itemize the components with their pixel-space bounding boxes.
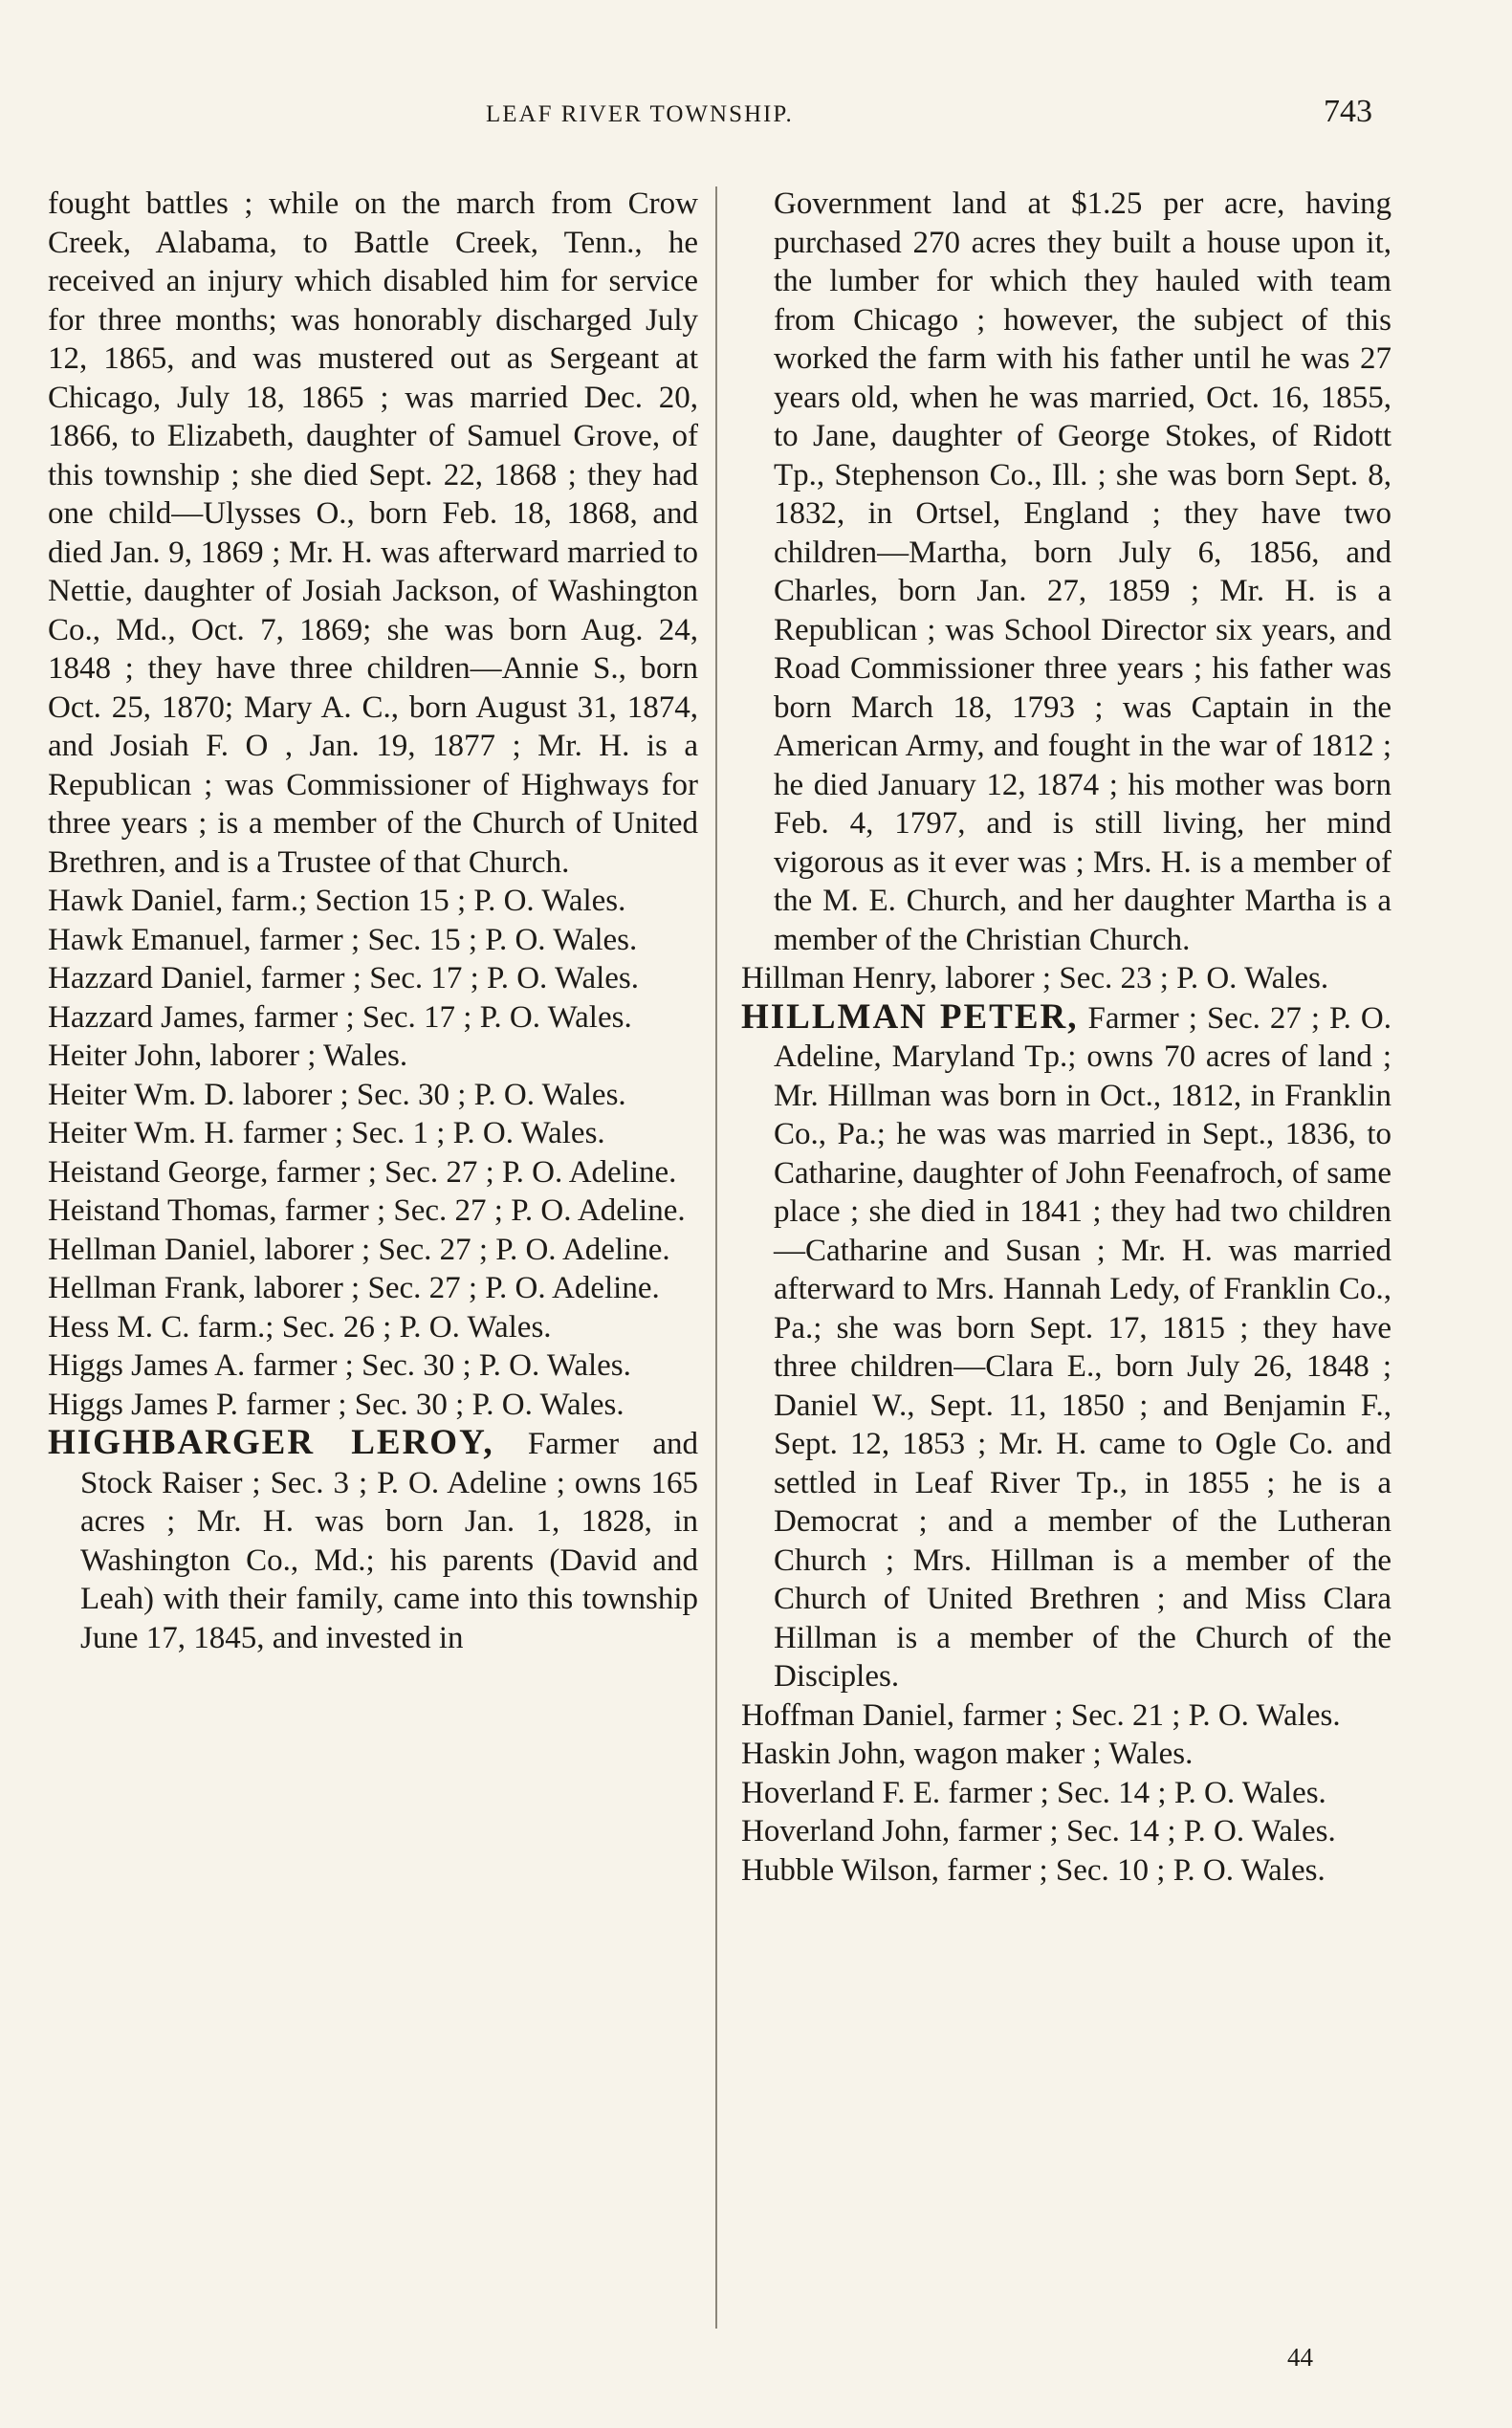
- directory-entry: Hoverland F. E. farmer ; Sec. 14 ; P. O. Wales.: [741, 1775, 1326, 1810]
- directory-entry: Hoffman Daniel, farmer ; Sec. 21 ; P. O. Wales.: [741, 1697, 1341, 1733]
- directory-entry: Higgs James P. farmer ; Sec. 30 ; P. O. Wales.: [48, 1387, 625, 1422]
- directory-entry: Hazzard Daniel, farmer ; Sec. 17 ; P. O. Wales.: [48, 961, 640, 995]
- directory-entry: Hillman Henry, laborer ; Sec. 23 ; P. O. Wales.: [741, 961, 1329, 995]
- feature-name: HIGHBARGER LEROY,: [48, 1423, 494, 1462]
- feature-entry-hillman: [741, 998, 1391, 1696]
- feature-text: Farmer and Stock Raiser ; Sec. 3 ; P. O. Adeline ; owns 165 acres ; Mr. H. was born Jan. 1, 1828, in Washington Co., Md.; his parents (David and Leah) with their family, came into this township June 17, 1845, and invested in: [80, 1427, 699, 1655]
- directory-entry: Hawk Emanuel, farmer ; Sec. 15 ; P. O. Wales.: [48, 922, 638, 957]
- directory-entry: Hubble Wilson, farmer ; Sec. 10 ; P. O. Wales.: [741, 1852, 1326, 1888]
- directory-entry: Hellman Daniel, laborer ; Sec. 27 ; P. O. Adeline.: [48, 1232, 670, 1267]
- directory-entry: Haskin John, wagon maker ; Wales.: [741, 1737, 1194, 1771]
- biography-continuation: fought battles ; while on the march from Crow Creek, Alabama, to Battle Creek, Tenn., he received an injury which disabled him for service for three months; was honorably discharged July 12, 1865, and was mustered out as Sergeant at Chicago, July 18, 1865 ; was married Dec. 20, 1866, to Elizabeth, daughter of Samuel Grove, of this township ; she died Sept. 22, 1868 ; they had one child—Ulysses O., born Feb. 18, 1868, and died Jan. 9, 1869 ; Mr. H. was afterward married to Nettie, daughter of Josiah Jackson, of Washington Co., Md., Oct. 7, 1869; she was born Aug. 24, 1848 ; they have three children—Annie S., born Oct. 25, 1870; Mary A. C., born August 31, 1874, and Josiah F. O , Jan. 19, 1877 ; Mr. H. is a Republican ; was Commissioner of Highways for three years ; is a member of the Church of United Brethren, and is a Trustee of that Church.: [48, 186, 698, 880]
- directory-entry: Heiter Wm. H. farmer ; Sec. 1 ; P. O. Wales.: [48, 1116, 605, 1150]
- feature-entry-highbarger: [48, 1424, 698, 1657]
- running-head: LEAF RIVER TOWNSHIP.: [486, 101, 794, 127]
- left-column: [48, 185, 698, 1657]
- signature-mark: 44: [1287, 2343, 1313, 2372]
- directory-entry: Hellman Frank, laborer ; Sec. 27 ; P. O. Adeline.: [48, 1271, 660, 1305]
- page-header: [0, 94, 1512, 142]
- biography-continuation: Government land at $1.25 per acre, having purchased 270 acres they built a house upon it, the lumber for which they hauled with team from Chicago ; however, the subject of this worked the farm with his father until he was 27 years old, when he was married, Oct. 16, 1855, to Jane, daughter of George Stokes, of Ridott Tp., Stephenson Co., Ill. ; she was born Sept. 8, 1832, in Ortsel, England ; they have two children—Martha, born July 6, 1856, and Charles, born Jan. 27, 1859 ; Mr. H. is a Republican ; was School Director six years, and Road Commissioner three years ; his father was born March 18, 1793 ; was Captain in the American Army, and fought in the war of 1812 ; he died January 12, 1874 ; his mother was born Feb. 4, 1797, and is still living, her mind vigorous as it ever was ; Mrs. H. is a member of the M. E. Church, and her daughter Martha is a member of the Christian Church.: [774, 186, 1391, 957]
- column-divider: [715, 186, 717, 2329]
- page-number: 743: [1324, 94, 1372, 129]
- feature-text: Farmer ; Sec. 27 ; P. O. Adeline, Maryland Tp.; owns 70 acres of land ; Mr. Hillman was born in Oct., 1812, in Franklin Co., Pa.; he was was married in Sept., 1836, to Catharine, daughter of John Feenafroch, of same place ; she died in 1841 ; they had two children—Catharine and Susan ; Mr. H. was married afterward to Mrs. Hannah Ledy, of Franklin Co., Pa.; she was born Sept. 17, 1815 ; they have three children—Clara E., born July 26, 1848 ; Daniel W., Sept. 11, 1850 ; and Benjamin F., Sept. 12, 1853 ; Mr. H. came to Ogle Co. and settled in Leaf River Tp., in 1855 ; he is a Democrat ; and a member of the Lutheran Church ; Mrs. Hillman is a member of the Church of United Brethren ; and Miss Clara Hillman is a member of the Church of the Disciples.: [774, 1000, 1391, 1694]
- feature-name: HILLMAN PETER,: [741, 996, 1079, 1037]
- directory-entry: Heiter John, laborer ; Wales.: [48, 1039, 408, 1073]
- directory-entry: Hoverland John, farmer ; Sec. 14 ; P. O. Wales.: [741, 1814, 1336, 1848]
- directory-entry: Hawk Daniel, farm.; Section 15 ; P. O. Wales.: [48, 884, 626, 918]
- directory-entry: Heistand George, farmer ; Sec. 27 ; P. O. Adeline.: [48, 1154, 677, 1190]
- directory-entry: Hess M. C. farm.; Sec. 26 ; P. O. Wales.: [48, 1309, 552, 1345]
- right-column: [741, 185, 1391, 1890]
- directory-entry: Heistand Thomas, farmer ; Sec. 27 ; P. O. Adeline.: [48, 1193, 686, 1228]
- directory-entry: Hazzard James, farmer ; Sec. 17 ; P. O. Wales.: [48, 999, 632, 1035]
- directory-entry: Higgs James A. farmer ; Sec. 30 ; P. O. Wales.: [48, 1348, 631, 1383]
- directory-entry: Heiter Wm. D. laborer ; Sec. 30 ; P. O. Wales.: [48, 1077, 626, 1112]
